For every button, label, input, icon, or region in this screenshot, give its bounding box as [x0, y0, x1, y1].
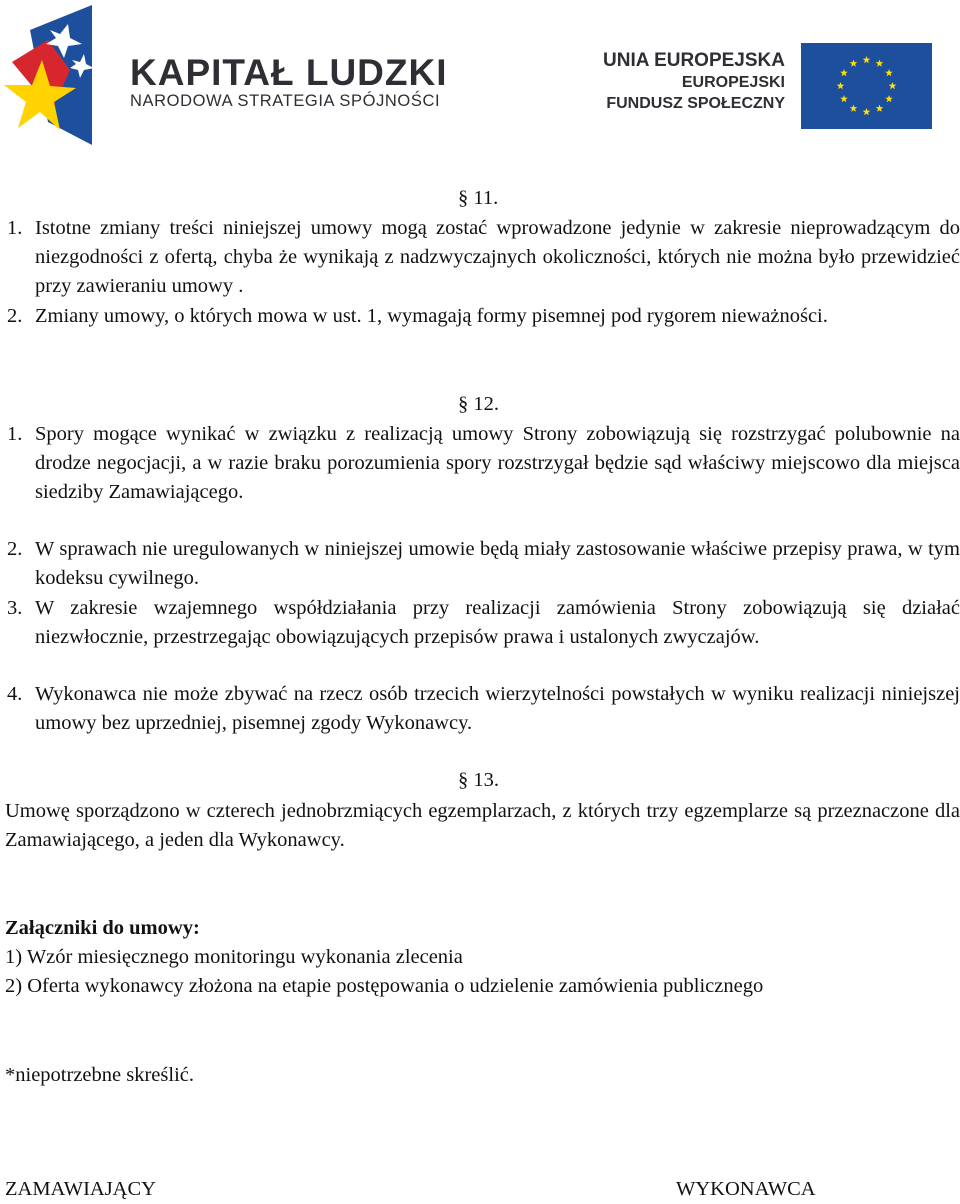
section-11-heading: § 11. [458, 187, 499, 209]
section-13-text: Umowę sporządzono w czterech jednobrzmiących egzemplarzach, z których trzy egzemplarze są przeznaczone dla Zamawiającego, a jeden dla Wykonawcy. [5, 800, 960, 851]
signature-wykonawca: WYKONAWCA [676, 1178, 816, 1200]
attachments-heading: Załączniki do umowy: [5, 917, 200, 939]
kapital-ludzki-subtitle: NARODOWA STRATEGIA SPÓJNOŚCI [130, 92, 441, 110]
section-11-item-1 [7, 214, 960, 301]
attachment-item-2: 2) Oferta wykonawcy złożona na etapie postępowania o udzielenie zamówienia publicznego [5, 975, 764, 997]
section-11-item-2 [7, 302, 960, 331]
signature-zamawiajacy: ZAMAWIAJĄCY [5, 1178, 156, 1200]
ue-line3: FUNDUSZ SPOŁECZNY [606, 95, 785, 112]
section-12-item-4 [7, 680, 960, 738]
eu-logo-text [603, 50, 785, 114]
section-12-item-3 [7, 594, 960, 652]
kapital-ludzki-title: KAPITAŁ LUDZKI [130, 52, 448, 93]
item-number: 3. [7, 597, 23, 619]
kapital-ludzki-emblem [0, 0, 125, 150]
item-number: 2. [7, 538, 23, 560]
item-text: Spory mogące wynikać w związku z realizacją umowy Strony zobowiązują się rozstrzygać polubownie na drodze negocjacji, a w razie braku porozumienia spory rozstrzygał będzie sąd właściwy miejscowo dla miejsca siedziby Zamawiającego. [35, 423, 960, 503]
item-number: 2. [7, 305, 23, 327]
item-text: W zakresie wzajemnego współdziałania przy realizacji zamówienia Strony zobowiązują się działać niezwłocznie, przestrzegając obowiązujących przepisów prawa i ustalonych zwyczajów. [35, 597, 960, 648]
section-13-heading: § 13. [458, 769, 499, 791]
item-number: 1. [7, 217, 23, 239]
item-text: Zmiany umowy, o których mowa w ust. 1, wymagają formy pisemnej pod rygorem nieważności. [35, 305, 828, 327]
ue-line1: UNIA EUROPEJSKA [603, 50, 785, 71]
attachment-item-1: 1) Wzór miesięcznego monitoringu wykonania zlecenia [5, 946, 463, 968]
item-number: 1. [7, 423, 23, 445]
eu-flag-icon [801, 43, 932, 129]
ue-line2: EUROPEJSKI [681, 74, 785, 91]
section-12-item-2 [7, 535, 960, 593]
item-number: 4. [7, 683, 23, 705]
item-text: Wykonawca nie może zbywać na rzecz osób trzecich wierzytelności powstałych w wyniku realizacji niniejszej umowy bez uprzedniej, pisemnej zgody Wykonawcy. [35, 683, 960, 734]
footnote: *niepotrzebne skreślić. [5, 1064, 194, 1086]
item-text: Istotne zmiany treści niniejszej umowy mogą zostać wprowadzone jedynie w zakresie nieprowadzącym do niezgodności z ofertą, chyba że wynikają z nadzwyczajnych okoliczności, których nie można było przewidzieć przy zawieraniu umowy . [35, 217, 960, 297]
item-text: W sprawach nie uregulowanych w niniejszej umowie będą miały zastosowanie właściwe przepisy prawa, w tym kodeksu cywilnego. [35, 538, 960, 589]
section-12-heading: § 12. [458, 393, 499, 415]
kapital-ludzki-logo [0, 0, 460, 150]
section-12-item-1 [7, 420, 960, 507]
